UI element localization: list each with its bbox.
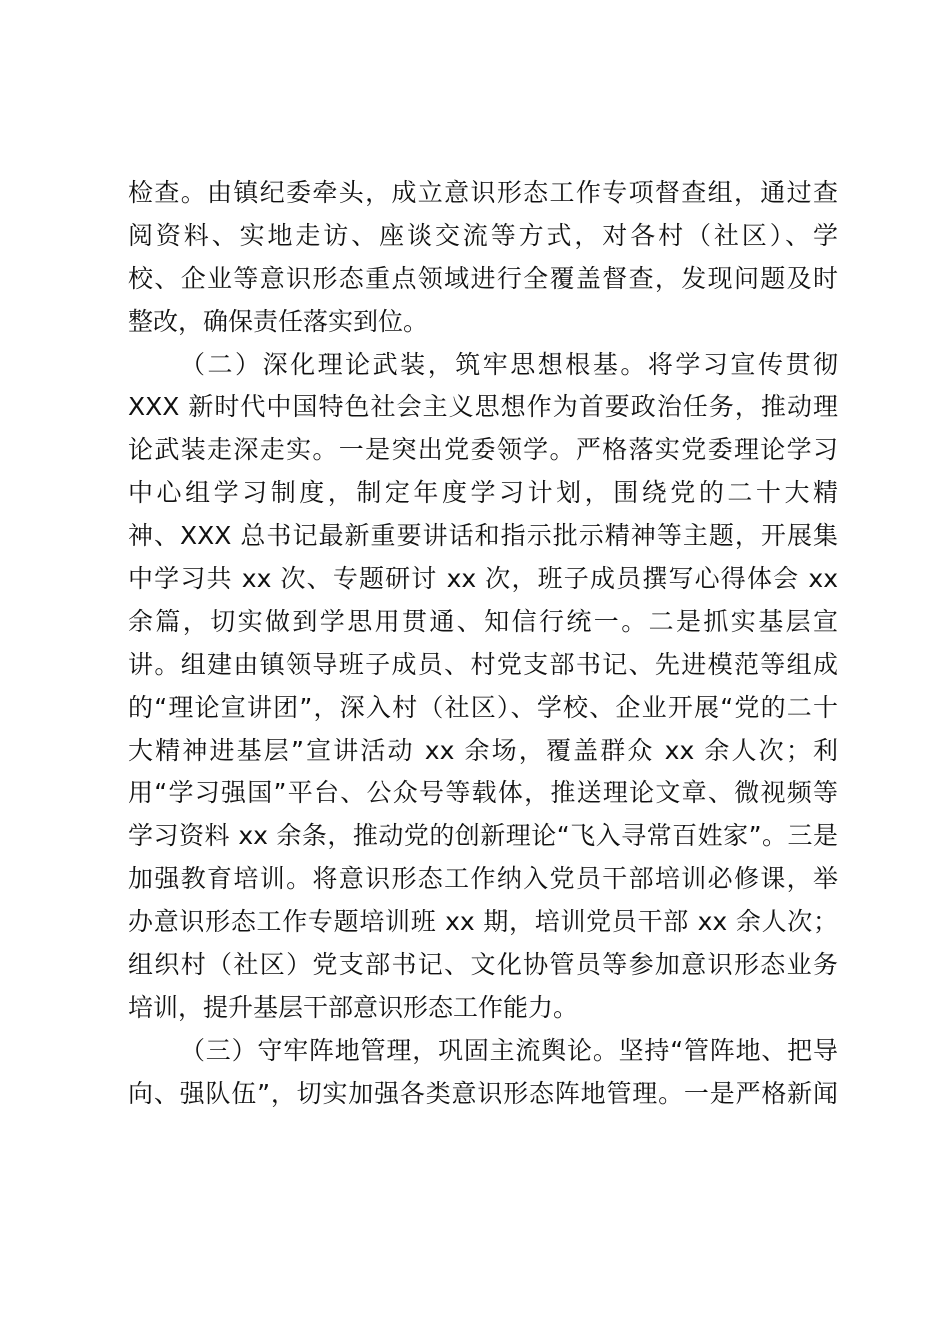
text-line: 讲。组建由镇领导班子成员、村党支部书记、先进模范等组成 <box>128 649 838 679</box>
text-line: 大精神进基层”宣讲活动 xx 余场，覆盖群众 xx 余人次；利 <box>128 735 838 765</box>
paragraph <box>128 344 838 1030</box>
text-line: 整改，确保责任落实到位。 <box>128 306 429 336</box>
text-line: 用“学习强国”平台、公众号等载体，推送理论文章、微视频等 <box>128 778 838 808</box>
paragraph <box>128 1030 838 1116</box>
text-line: 中心组学习制度，制定年度学习计划，围绕党的二十大精 <box>128 478 838 508</box>
text-line: 阅资料、实地走访、座谈交流等方式，对各村（社区）、学 <box>128 220 838 250</box>
text-line: 加强教育培训。将意识形态工作纳入党员干部培训必修课，举 <box>128 864 838 894</box>
text-line: 校、企业等意识形态重点领域进行全覆盖督查，发现问题及时 <box>128 263 838 293</box>
text-line: XXX 新时代中国特色社会主义思想作为首要政治任务，推动理 <box>128 392 838 422</box>
text-line: 神、XXX 总书记最新重要讲话和指示批示精神等主题，开展集 <box>128 521 838 551</box>
text-line: （二）深化理论武装，筑牢思想根基。将学习宣传贯彻 <box>180 349 838 379</box>
text-line: 的“理论宣讲团”，深入村（社区）、学校、企业开展“党的二十 <box>128 692 838 722</box>
text-line: 向、强队伍”，切实加强各类意识形态阵地管理。一是严格新闻 <box>128 1078 838 1108</box>
text-line: 培训，提升基层干部意识形态工作能力。 <box>128 992 579 1022</box>
text-line: 学习资料 xx 余条，推动党的创新理论“飞入寻常百姓家”。三是 <box>128 821 838 851</box>
text-line: 中学习共 xx 次、专题研讨 xx 次，班子成员撰写心得体会 xx <box>128 564 838 594</box>
text-line: 办意识形态工作专题培训班 xx 期，培训党员干部 xx 余人次； <box>128 907 838 937</box>
paragraph <box>128 172 838 344</box>
text-line: 检查。由镇纪委牵头，成立意识形态工作专项督查组，通过查 <box>128 178 838 207</box>
body-text <box>128 172 838 1116</box>
text-line: 论武装走深走实。一是突出党委领学。严格落实党委理论学习 <box>128 435 838 465</box>
text-line: 余篇，切实做到学思用贯通、知信行统一。二是抓实基层宣 <box>128 606 838 636</box>
text-line: 组织村（社区）党支部书记、文化协管员等参加意识形态业务 <box>128 950 838 980</box>
text-line: （三）守牢阵地管理，巩固主流舆论。坚持“管阵地、把导 <box>180 1035 838 1065</box>
